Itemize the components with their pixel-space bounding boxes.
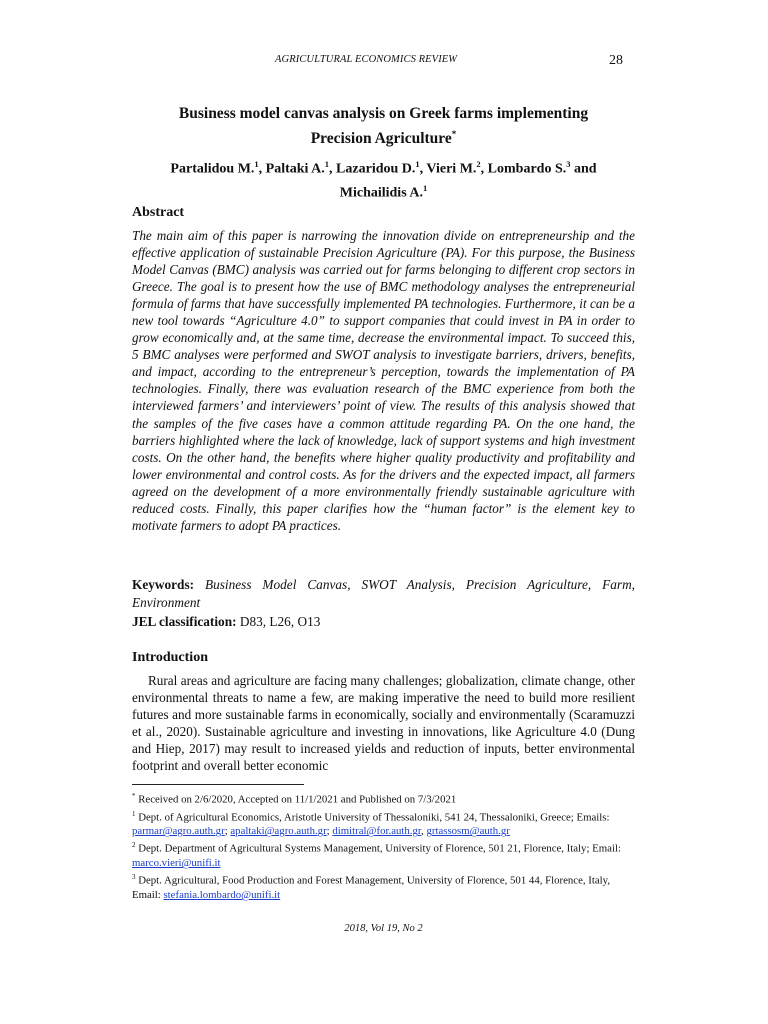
introduction-body: Rural areas and agriculture are facing many challenges; globalization, climate change, other environmental threats to name a few, are making imperative the need to build more resilient futures and more sustainable farms in economically, socially and environmentally (Scaramuzzi et al., 2020). Sustainable agriculture and investing in innovations, like Agriculture 4.0 (Dung and Hiep, 2017) may result to increased yields and reduction of inputs, better environmental footprint and overall better economic — [132, 673, 635, 774]
author-affiliation: 2 — [476, 159, 481, 169]
author-affiliation: 1 — [415, 159, 420, 169]
jel-classification — [132, 614, 320, 630]
email-link[interactable]: parmar@agro.auth.gr — [132, 825, 225, 838]
journal-name: AGRICULTURAL ECONOMICS REVIEW — [275, 54, 458, 65]
author: Vieri M. — [426, 161, 477, 177]
author: Paltaki A. — [265, 161, 325, 177]
author-affiliation: 1 — [422, 182, 428, 193]
title-line-2: Precision Agriculture — [310, 130, 452, 148]
abstract-heading: Abstract — [132, 205, 185, 220]
footnote-affiliation-1: $^1$ Dept. of Agricultural Economics, Aristotle University of Thessaloniki, 541 24, Thessaloniki, Greece; Emails: parmar@agro.auth.gr; apaltaki@agro.auth.gr; dimitral@for.auth.gr, grtassosm@auth.gr — [132, 809, 610, 838]
paper-page — [132, 0, 635, 1024]
author-affiliation: 3 — [566, 159, 571, 169]
paper-title — [132, 104, 635, 149]
running-header — [132, 54, 635, 70]
author: Lombardo S. — [487, 161, 567, 177]
footnotes — [132, 789, 635, 902]
keywords-text: Business Model Canvas, SWOT Analysis, Precision Agriculture, Farm, Environment — [132, 577, 635, 610]
author: Partalidou M. — [170, 161, 255, 177]
footnote-divider — [132, 784, 304, 785]
email-link[interactable]: marco.vieri@unifi.it — [132, 857, 221, 870]
author-list: Partalidou M.$^1$, Paltaki A.$^1$, Lazaridou D.$^1$, Vieri M.$^2$, Lombardo S.$^3$ and Michailidis A.$^1$ — [170, 159, 597, 201]
footnote-received: * Received on 2/6/2020, Accepted on 11/1/2021 and Published on 7/3/2021 — [132, 792, 457, 806]
author: Michailidis A. — [339, 185, 423, 201]
author-affiliation: 1 — [254, 159, 259, 169]
footnote-affiliation-2: $^2$ Dept. Department of Agricultural Systems Management, University of Florence, 501 21, Florence, Italy; Email: marco.vieri@unifi.it — [132, 841, 621, 870]
title-line-1: Business model canvas analysis on Greek farms implementing — [178, 105, 589, 122]
jel-label: JEL classification: — [132, 614, 237, 629]
introduction-heading: Introduction — [132, 650, 208, 665]
title-footnote-mark: * — [451, 129, 457, 139]
email-link[interactable]: stefania.lombardo@unifi.it — [163, 888, 281, 901]
running-footer: 2018, Vol 19, No 2 — [344, 923, 423, 934]
footnote-affiliation-3: $^3$ Dept. Agricultural, Food Production and Forest Management, University of Florence, 501 44, Florence, Italy, Email: stefania.lombardo@unifi.it — [132, 873, 611, 901]
jel-codes: D83, L26, O13 — [239, 614, 321, 629]
email-link[interactable]: apaltaki@agro.auth.gr — [230, 825, 327, 838]
abstract-body: The main aim of this paper is narrowing the innovation divide on entrepreneurship and the effective application of sustainable Precision Agriculture (PA). For this purpose, the Business Model Canvas (BMC) analysis was carried out for farms belonging to different crop sectors in Greece. The goal is to present how the use of BMC methodology analyses the entrepreneurial formula of farms that have successfully implemented PA technologies. Furthermore, it can be a new tool towards “Agriculture 4.0” to support companies that could invest in PA in order to grow economically and, at the same time, decrease the environmental impact. To succeed this, 5 BMC analyses were performed and SWOT analysis to investigate barriers, drivers, benefits, and impact, according to the entrepreneur’s perception, towards the implementation of PA technologies. Finally, there was evaluation research of the BMC experience from both the interviewed farmers’ and interviewers’ point of view. The results of this analysis showed that the samples of the five cases have a common attitude regarding PA. On the one hand, the barriers highlighted where the lack of knowledge, lack of support systems and high investment costs. On the other hand, the benefits where higher quality productivity and profitability and lower environmental and control costs. As for the drivers and the expected impact, all farmers agreed on the development of a more environmentally friendly sustainable agriculture with reduced costs. Finally, this paper clarifies how the “human factor” is the element key to motivate farmers to adopt PA practices. — [132, 228, 635, 533]
keywords-label: Keywords: — [132, 577, 195, 592]
keywords — [132, 576, 635, 612]
page-number: 28 — [609, 53, 623, 68]
email-link[interactable]: dimitral@for.auth.gr — [332, 825, 422, 838]
email-link[interactable]: grtassosm@auth.gr — [426, 825, 510, 838]
author-affiliation: 1 — [324, 159, 330, 169]
author: Lazaridou D. — [336, 161, 416, 177]
